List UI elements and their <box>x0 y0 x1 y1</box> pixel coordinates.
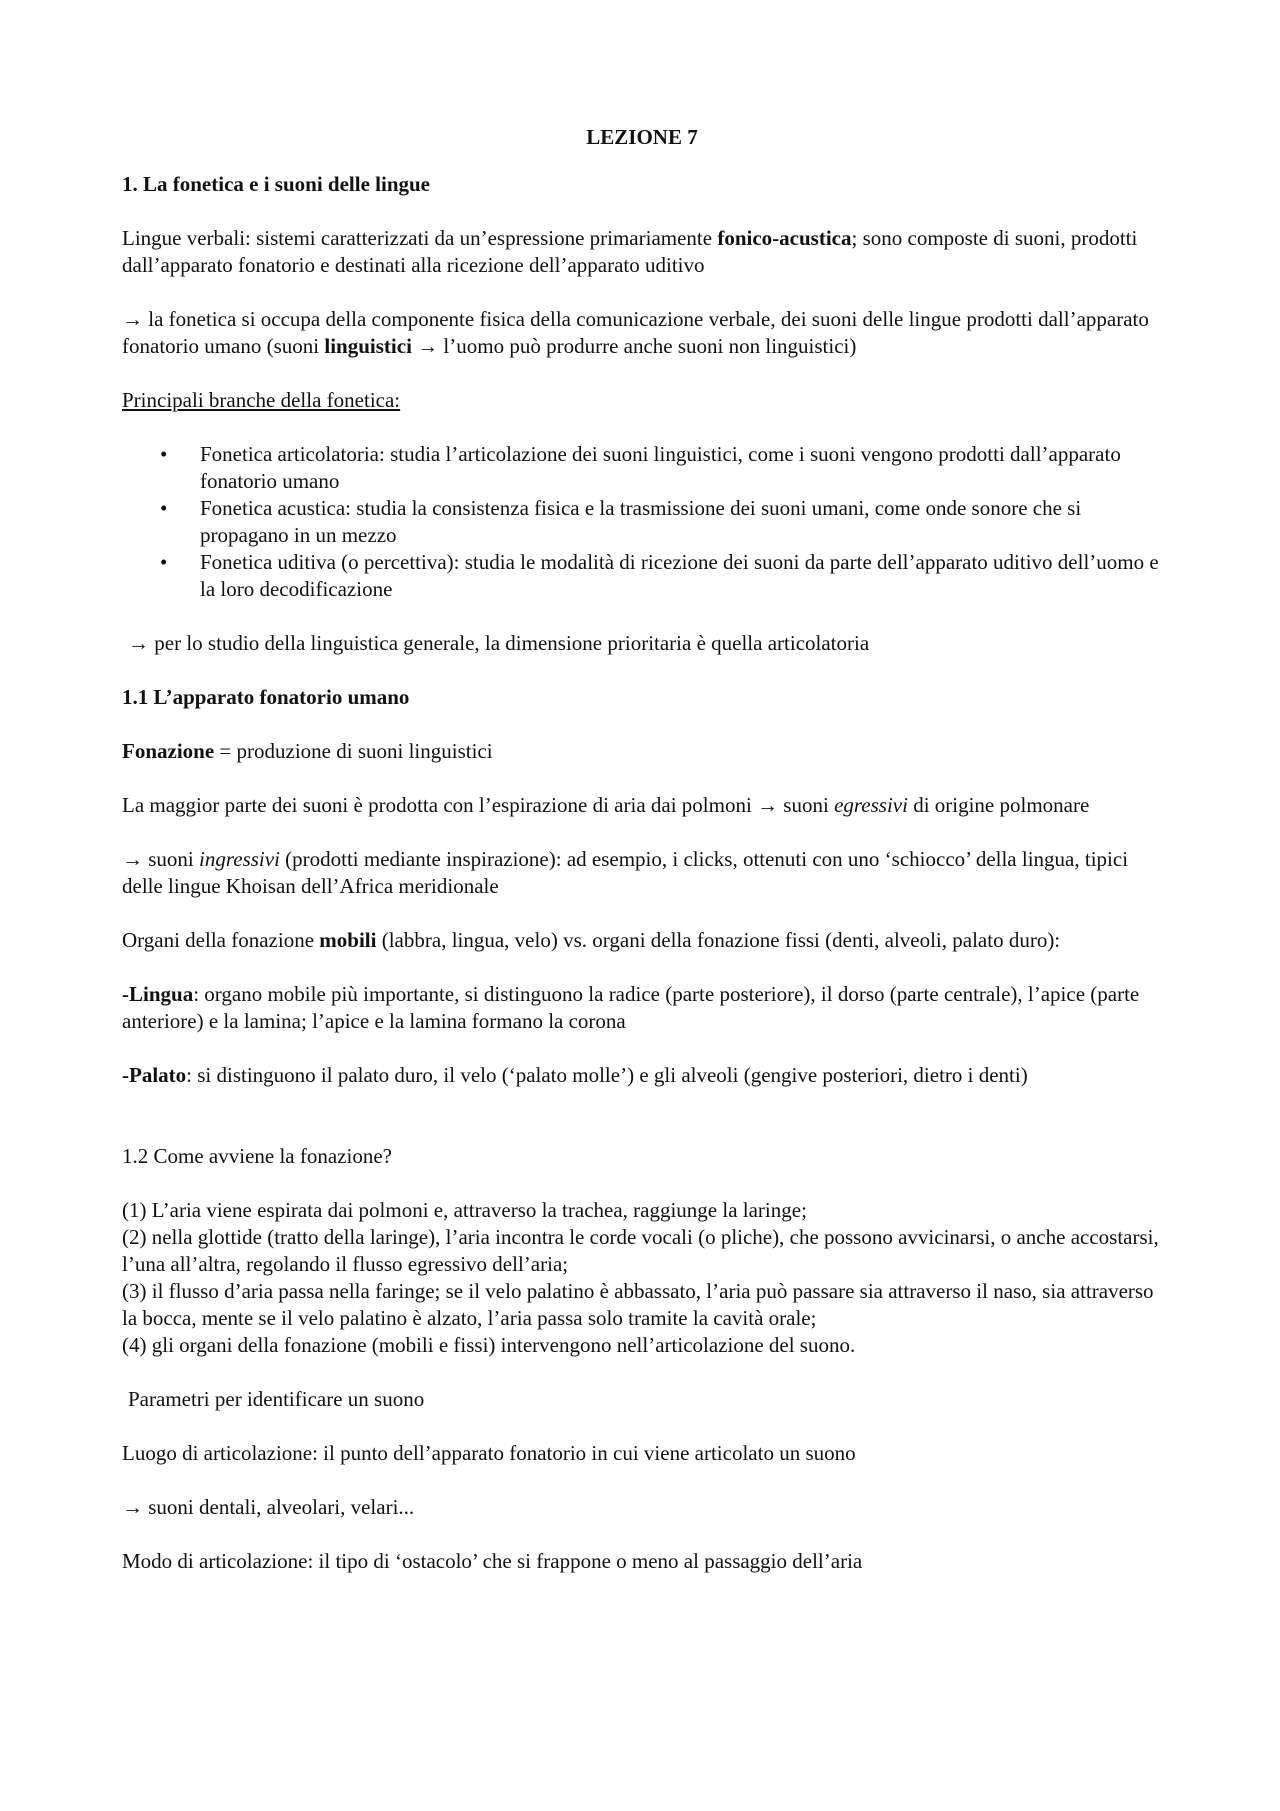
document-body <box>122 124 1162 1575</box>
paragraph-ingressivi: → suoni ingressivi (prodotti mediante inspirazione): ad esempio, i clicks, ottenuti con uno ‘schiocco’ della lingua, tipici delle lingue Khoisan dell’Africa meridionale <box>122 847 1129 898</box>
step-2: (2) nella glottide (tratto della laringe), l’aria incontra le corde vocali (o pliche), che possono avvicinarsi, o anche accostarsi, l’una all’altra, regolando il flusso egressivo dell’aria; <box>122 1225 1159 1276</box>
step-4: (4) gli organi della fonazione (mobili e fissi) intervengono nell’articolazione del suono. <box>122 1333 856 1357</box>
branches-heading: Principali branche della fonetica: <box>122 388 401 412</box>
paragraph-egressivi: La maggior parte dei suoni è prodotta con l’espirazione di aria dai polmoni → suoni egressivi di origine polmonare <box>122 793 1090 817</box>
step-3: (3) il flusso d’aria passa nella faringe; se il velo palatino è abbassato, l’aria può passare sia attraverso il naso, sia attraverso la bocca, mente se il velo palatino è alzato, l’aria passa solo tramite la cavità orale; <box>122 1279 1154 1330</box>
params-heading: Parametri per identificare un suono <box>128 1387 425 1411</box>
paragraph-fonetica: → la fonetica si occupa della componente fisica della comunicazione verbale, dei suoni delle lingue prodotti dall’apparato fonatorio umano (suoni linguistici → l’uomo può produrre anche suoni non linguistici) <box>122 307 1149 358</box>
paragraph-fonazione: Fonazione = produzione di suoni linguistici <box>122 739 493 763</box>
branches-list <box>122 441 1162 603</box>
paragraph-dimensione: → per lo studio della linguistica generale, la dimensione prioritaria è quella articolatoria <box>128 631 870 655</box>
steps-block <box>122 1197 1162 1359</box>
paragraph-modo: Modo di articolazione: il tipo di ‘ostacolo’ che si frappone o meno al passaggio dell’aria <box>122 1549 863 1573</box>
paragraph-organi: Organi della fonazione mobili (labbra, lingua, velo) vs. organi della fonazione fissi (denti, alveoli, palato duro): <box>122 928 1061 952</box>
paragraph-lingue-verbali: Lingue verbali: sistemi caratterizzati da un’espressione primariamente fonico-acustica; sono composte di suoni, prodotti dall’apparato fonatorio e destinati alla ricezione dell’apparato uditivo <box>122 226 1138 277</box>
page-title: LEZIONE 7 <box>586 125 698 149</box>
paragraph-esempi: → suoni dentali, alveolari, velari... <box>122 1495 415 1519</box>
section-heading-1: 1. La fonetica e i suoni delle lingue <box>122 172 431 196</box>
list-item: • Fonetica articolatoria: studia l’articolazione dei suoni linguistici, come i suoni vengono prodotti dall’apparato fonatorio umano <box>160 442 1121 493</box>
bullet-icon: • <box>160 442 168 466</box>
paragraph-lingua: -Lingua: organo mobile più importante, si distinguono la radice (parte posteriore), il dorso (parte centrale), l’apice (parte anteriore) e la lamina; l’apice e la lamina formano la corona <box>122 982 1140 1033</box>
section-heading-1-1: 1.1 L’apparato fonatorio umano <box>122 685 410 709</box>
step-1: (1) L’aria viene espirata dai polmoni e, attraverso la trachea, raggiunge la laringe; <box>122 1198 807 1222</box>
list-item: • Fonetica uditiva (o percettiva): studia le modalità di ricezione dei suoni da parte dell’apparato uditivo dell’uomo e la loro decodificazione <box>160 550 1159 601</box>
section-heading-1-2: 1.2 Come avviene la fonazione? <box>122 1144 392 1168</box>
bullet-icon: • <box>160 550 168 574</box>
paragraph-palato: -Palato: si distinguono il palato duro, il velo (‘palato molle’) e gli alveoli (gengive posteriori, dietro i denti) <box>122 1063 1028 1087</box>
list-item: • Fonetica acustica: studia la consistenza fisica e la trasmissione dei suoni umani, come onde sonore che si propagano in un mezzo <box>160 496 1082 547</box>
bullet-icon: • <box>160 496 168 520</box>
paragraph-luogo: Luogo di articolazione: il punto dell’apparato fonatorio in cui viene articolato un suono <box>122 1441 856 1465</box>
